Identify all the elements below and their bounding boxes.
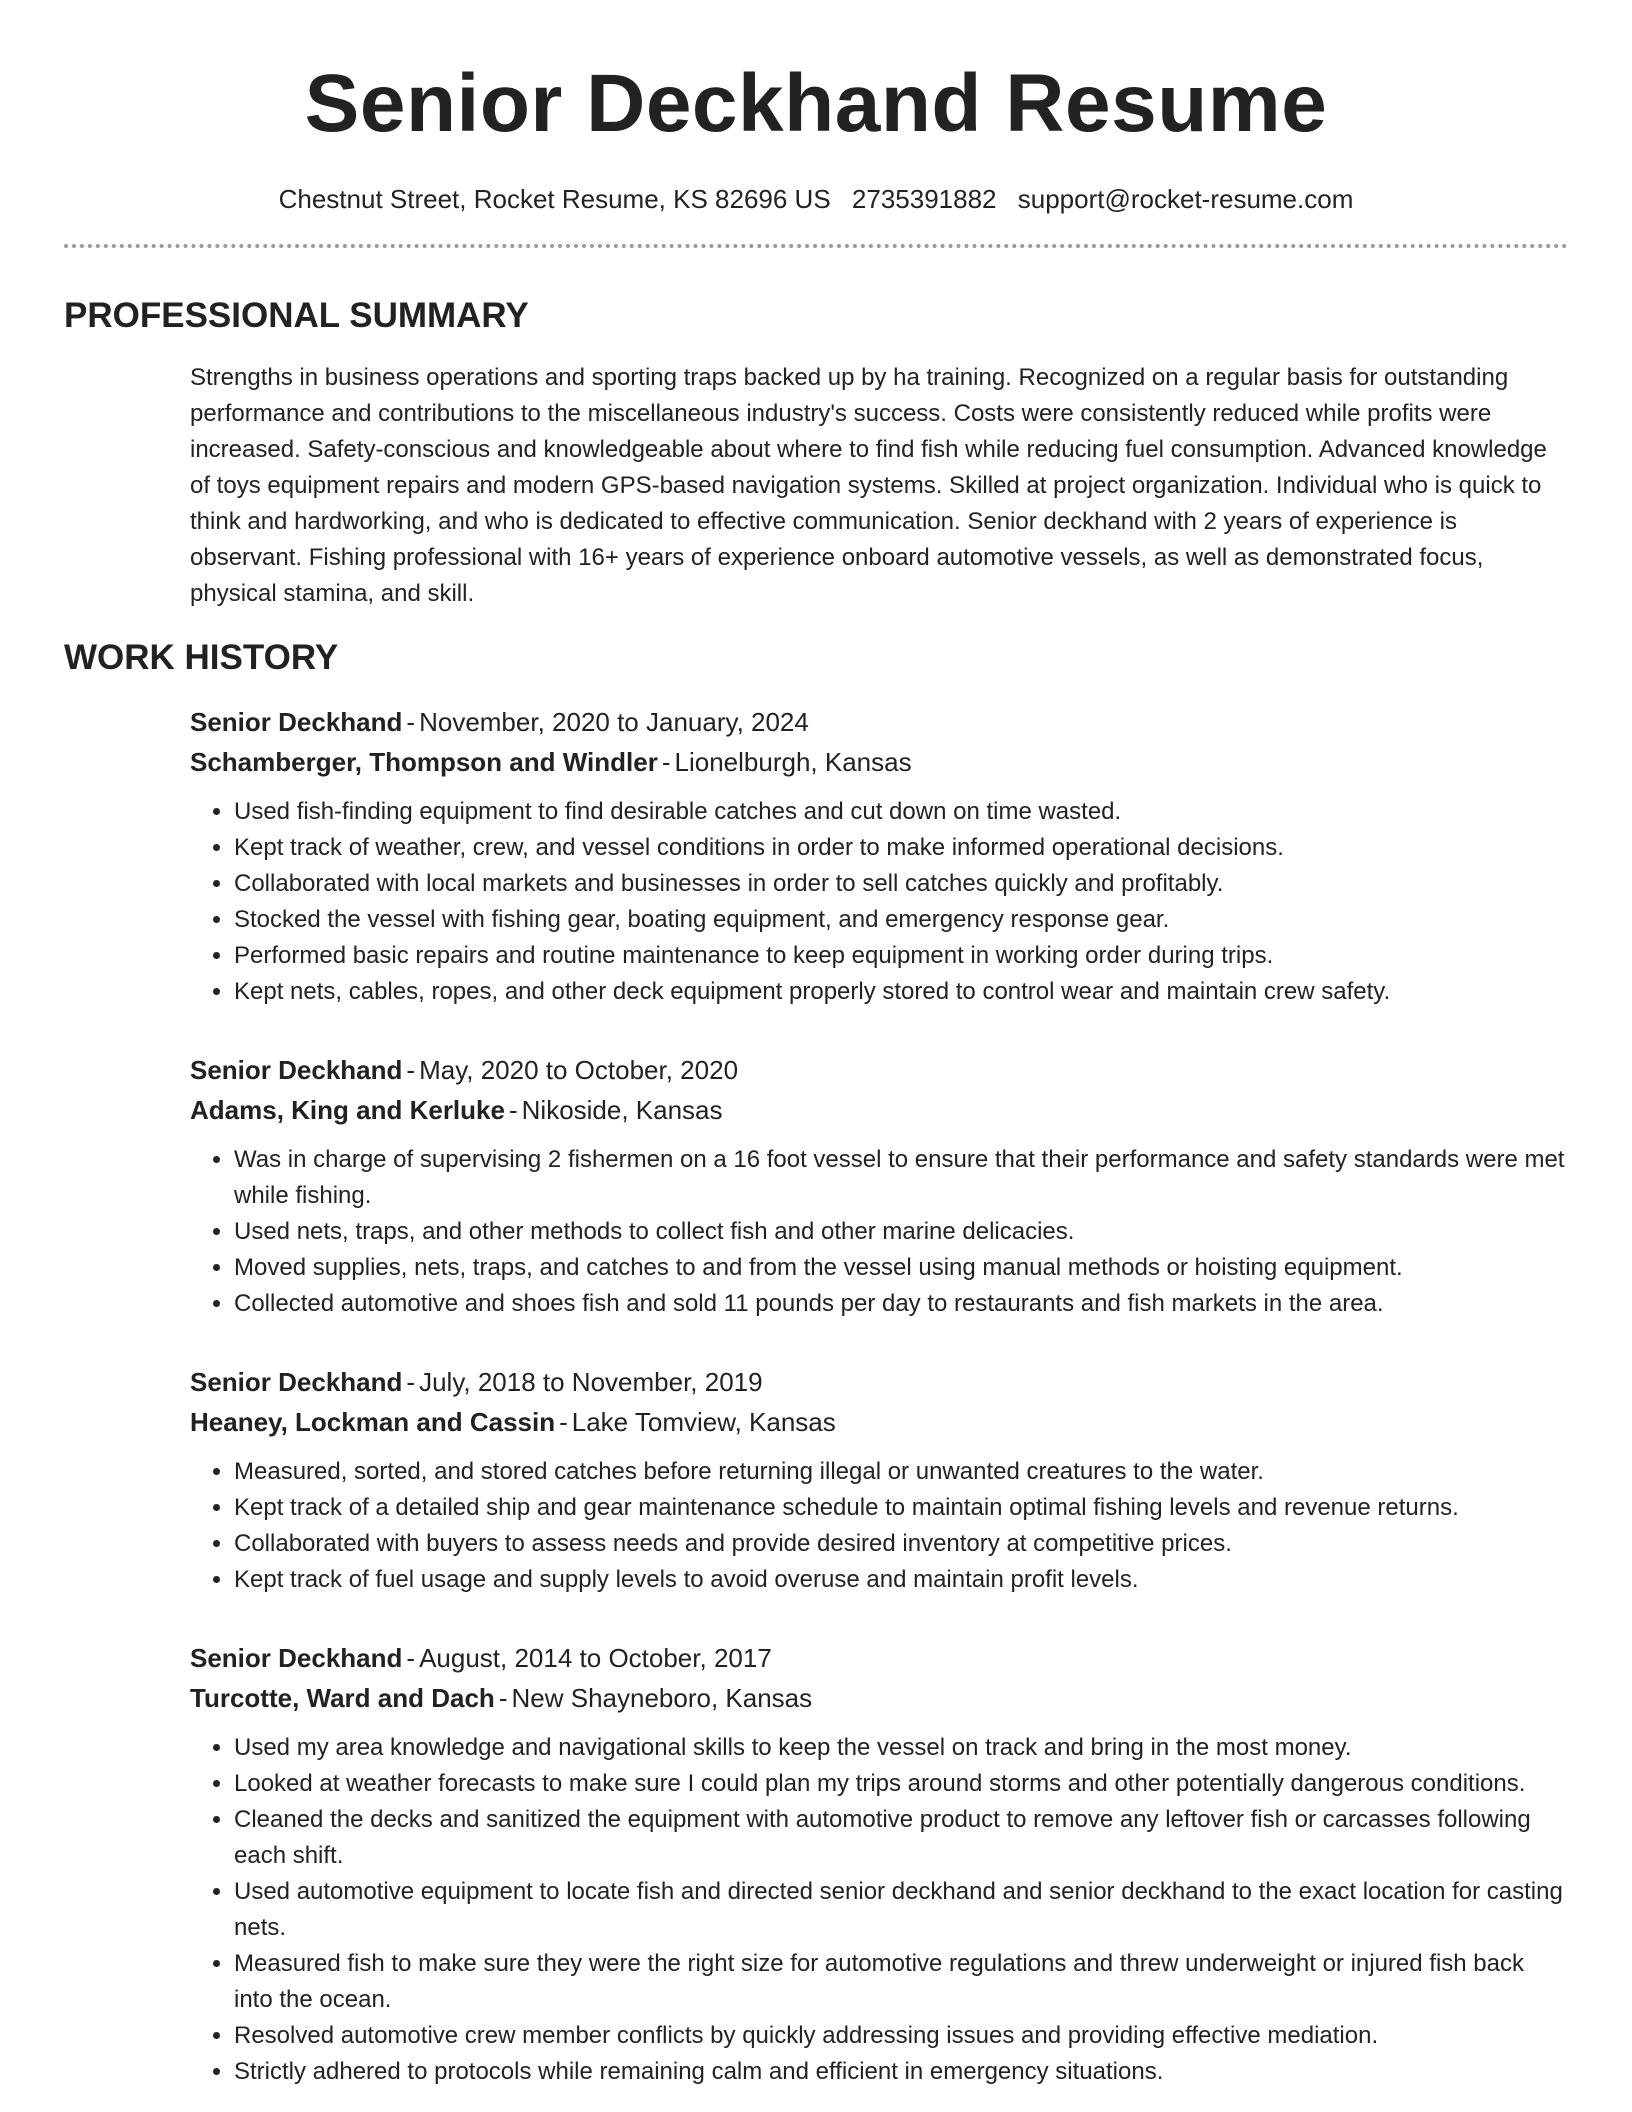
work-history-heading: WORK HISTORY [64,638,339,677]
job-location: Nikoside, Kansas [521,1095,723,1125]
job-bullet: • Used my area knowledge and navigational skills to keep the vessel on track and bring in the most money. [234,1730,1568,1766]
job-role: Senior Deckhand [190,707,403,737]
work-history-list [190,702,1568,2090]
job-company: Turcotte, Ward and Dach [190,1683,495,1713]
job-role: Senior Deckhand [190,1055,403,1085]
job-title-line: Senior Deckhand - August, 2014 to October, 2017 [190,1643,772,1673]
job-company: Heaney, Lockman and Cassin [190,1407,556,1437]
job-bullets [190,1454,1568,1598]
job-bullets [190,794,1568,1010]
job-role: Senior Deckhand [190,1643,403,1673]
job-bullet: • Kept track of a detailed ship and gear maintenance schedule to maintain optimal fishing levels and revenue returns. [234,1490,1568,1526]
contact-line [64,182,1568,216]
job-bullet: • Kept track of fuel usage and supply levels to avoid overuse and maintain profit levels. [234,1562,1568,1598]
header-divider [64,244,1568,248]
job-location: New Shayneboro, Kansas [511,1683,813,1713]
job-dates: August, 2014 to October, 2017 [419,1643,772,1673]
job-bullet: • Measured fish to make sure they were the right size for automotive regulations and threw underweight or injured fish back into the ocean. [234,1946,1568,2018]
job-bullets [190,1142,1568,1322]
job-entry [190,702,1568,1010]
job-bullet: • Used nets, traps, and other methods to collect fish and other marine delicacies. [234,1214,1568,1250]
job-bullet: • Performed basic repairs and routine maintenance to keep equipment in working order during trips. [234,938,1568,974]
job-dates: May, 2020 to October, 2020 [419,1055,739,1085]
job-location: Lake Tomview, Kansas [571,1407,836,1437]
contact-address: Chestnut Street, Rocket Resume, KS 82696 US [278,184,831,214]
contact-email[interactable]: support@rocket-resume.com [1017,184,1354,214]
job-entry [190,1050,1568,1322]
contact-phone: 2735391882 [851,184,997,214]
job-bullet: • Looked at weather forecasts to make sure I could plan my trips around storms and other potentially dangerous conditions. [234,1766,1568,1802]
job-title-line: Senior Deckhand - July, 2018 to November, 2019 [190,1367,763,1397]
resume-title: Senior Deckhand Resume [304,58,1328,149]
job-bullet: • Measured, sorted, and stored catches before returning illegal or unwanted creatures to the water. [234,1454,1568,1490]
job-dates: November, 2020 to January, 2024 [419,707,809,737]
job-company-line: Adams, King and Kerluke - Nikoside, Kansas [190,1095,723,1125]
job-company-line: Schamberger, Thompson and Windler - Lionelburgh, Kansas [190,747,912,777]
job-location: Lionelburgh, Kansas [674,747,912,777]
job-bullet: • Stocked the vessel with fishing gear, boating equipment, and emergency response gear. [234,902,1568,938]
job-entry [190,1362,1568,1598]
job-company: Schamberger, Thompson and Windler [190,747,658,777]
job-dates: July, 2018 to November, 2019 [419,1367,763,1397]
job-role: Senior Deckhand [190,1367,403,1397]
job-title-line: Senior Deckhand - May, 2020 to October, 2020 [190,1055,739,1085]
job-bullet: • Kept track of weather, crew, and vessel conditions in order to make informed operational decisions. [234,830,1568,866]
job-bullet: • Resolved automotive crew member conflicts by quickly addressing issues and providing effective mediation. [234,2018,1568,2054]
job-company-line: Turcotte, Ward and Dach - New Shayneboro, Kansas [190,1683,813,1713]
job-bullet: • Was in charge of supervising 2 fishermen on a 16 foot vessel to ensure that their performance and safety standards were met while fishing. [234,1142,1568,1214]
summary-heading: PROFESSIONAL SUMMARY [64,296,529,335]
job-bullet: • Strictly adhered to protocols while remaining calm and efficient in emergency situations. [234,2054,1568,2090]
job-bullet: • Collaborated with local markets and businesses in order to sell catches quickly and profitably. [234,866,1568,902]
job-entry [190,1638,1568,2090]
job-bullet: • Kept nets, cables, ropes, and other deck equipment properly stored to control wear and maintain crew safety. [234,974,1568,1010]
job-bullet: • Collected automotive and shoes fish and sold 11 pounds per day to restaurants and fish markets in the area. [234,1286,1568,1322]
summary-text: Strengths in business operations and sporting traps backed up by ha training. Recognized on a regular basis for outstanding performance and contributions to the miscellaneous industry's success. Costs were consistently reduced while profits were increased. Safety-conscious and knowledgeable about where to find fish while reducing fuel consumption. Advanced knowledge of toys equipment repairs and modern GPS-based navigation systems. Skilled at project organization. Individual who is quick to think and hardworking, and who is dedicated to effective communication. Senior deckhand with 2 years of experience is observant. Fishing professional with 16+ years of experience onboard automotive vessels, as well as demonstrated focus, physical stamina, and skill. [190,364,1547,607]
job-bullet: • Collaborated with buyers to assess needs and provide desired inventory at competitive prices. [234,1526,1568,1562]
job-company: Adams, King and Kerluke [190,1095,505,1125]
job-company-line: Heaney, Lockman and Cassin - Lake Tomview, Kansas [190,1407,836,1437]
job-bullets [190,1730,1568,2090]
job-bullet: • Used fish-finding equipment to find desirable catches and cut down on time wasted. [234,794,1568,830]
job-bullet: • Moved supplies, nets, traps, and catches to and from the vessel using manual methods or hoisting equipment. [234,1250,1568,1286]
job-bullet: • Used automotive equipment to locate fish and directed senior deckhand and senior deckhand to the exact location for casting nets. [234,1874,1568,1946]
job-bullet: • Cleaned the decks and sanitized the equipment with automotive product to remove any leftover fish or carcasses following each shift. [234,1802,1568,1874]
job-title-line: Senior Deckhand - November, 2020 to January, 2024 [190,707,809,737]
